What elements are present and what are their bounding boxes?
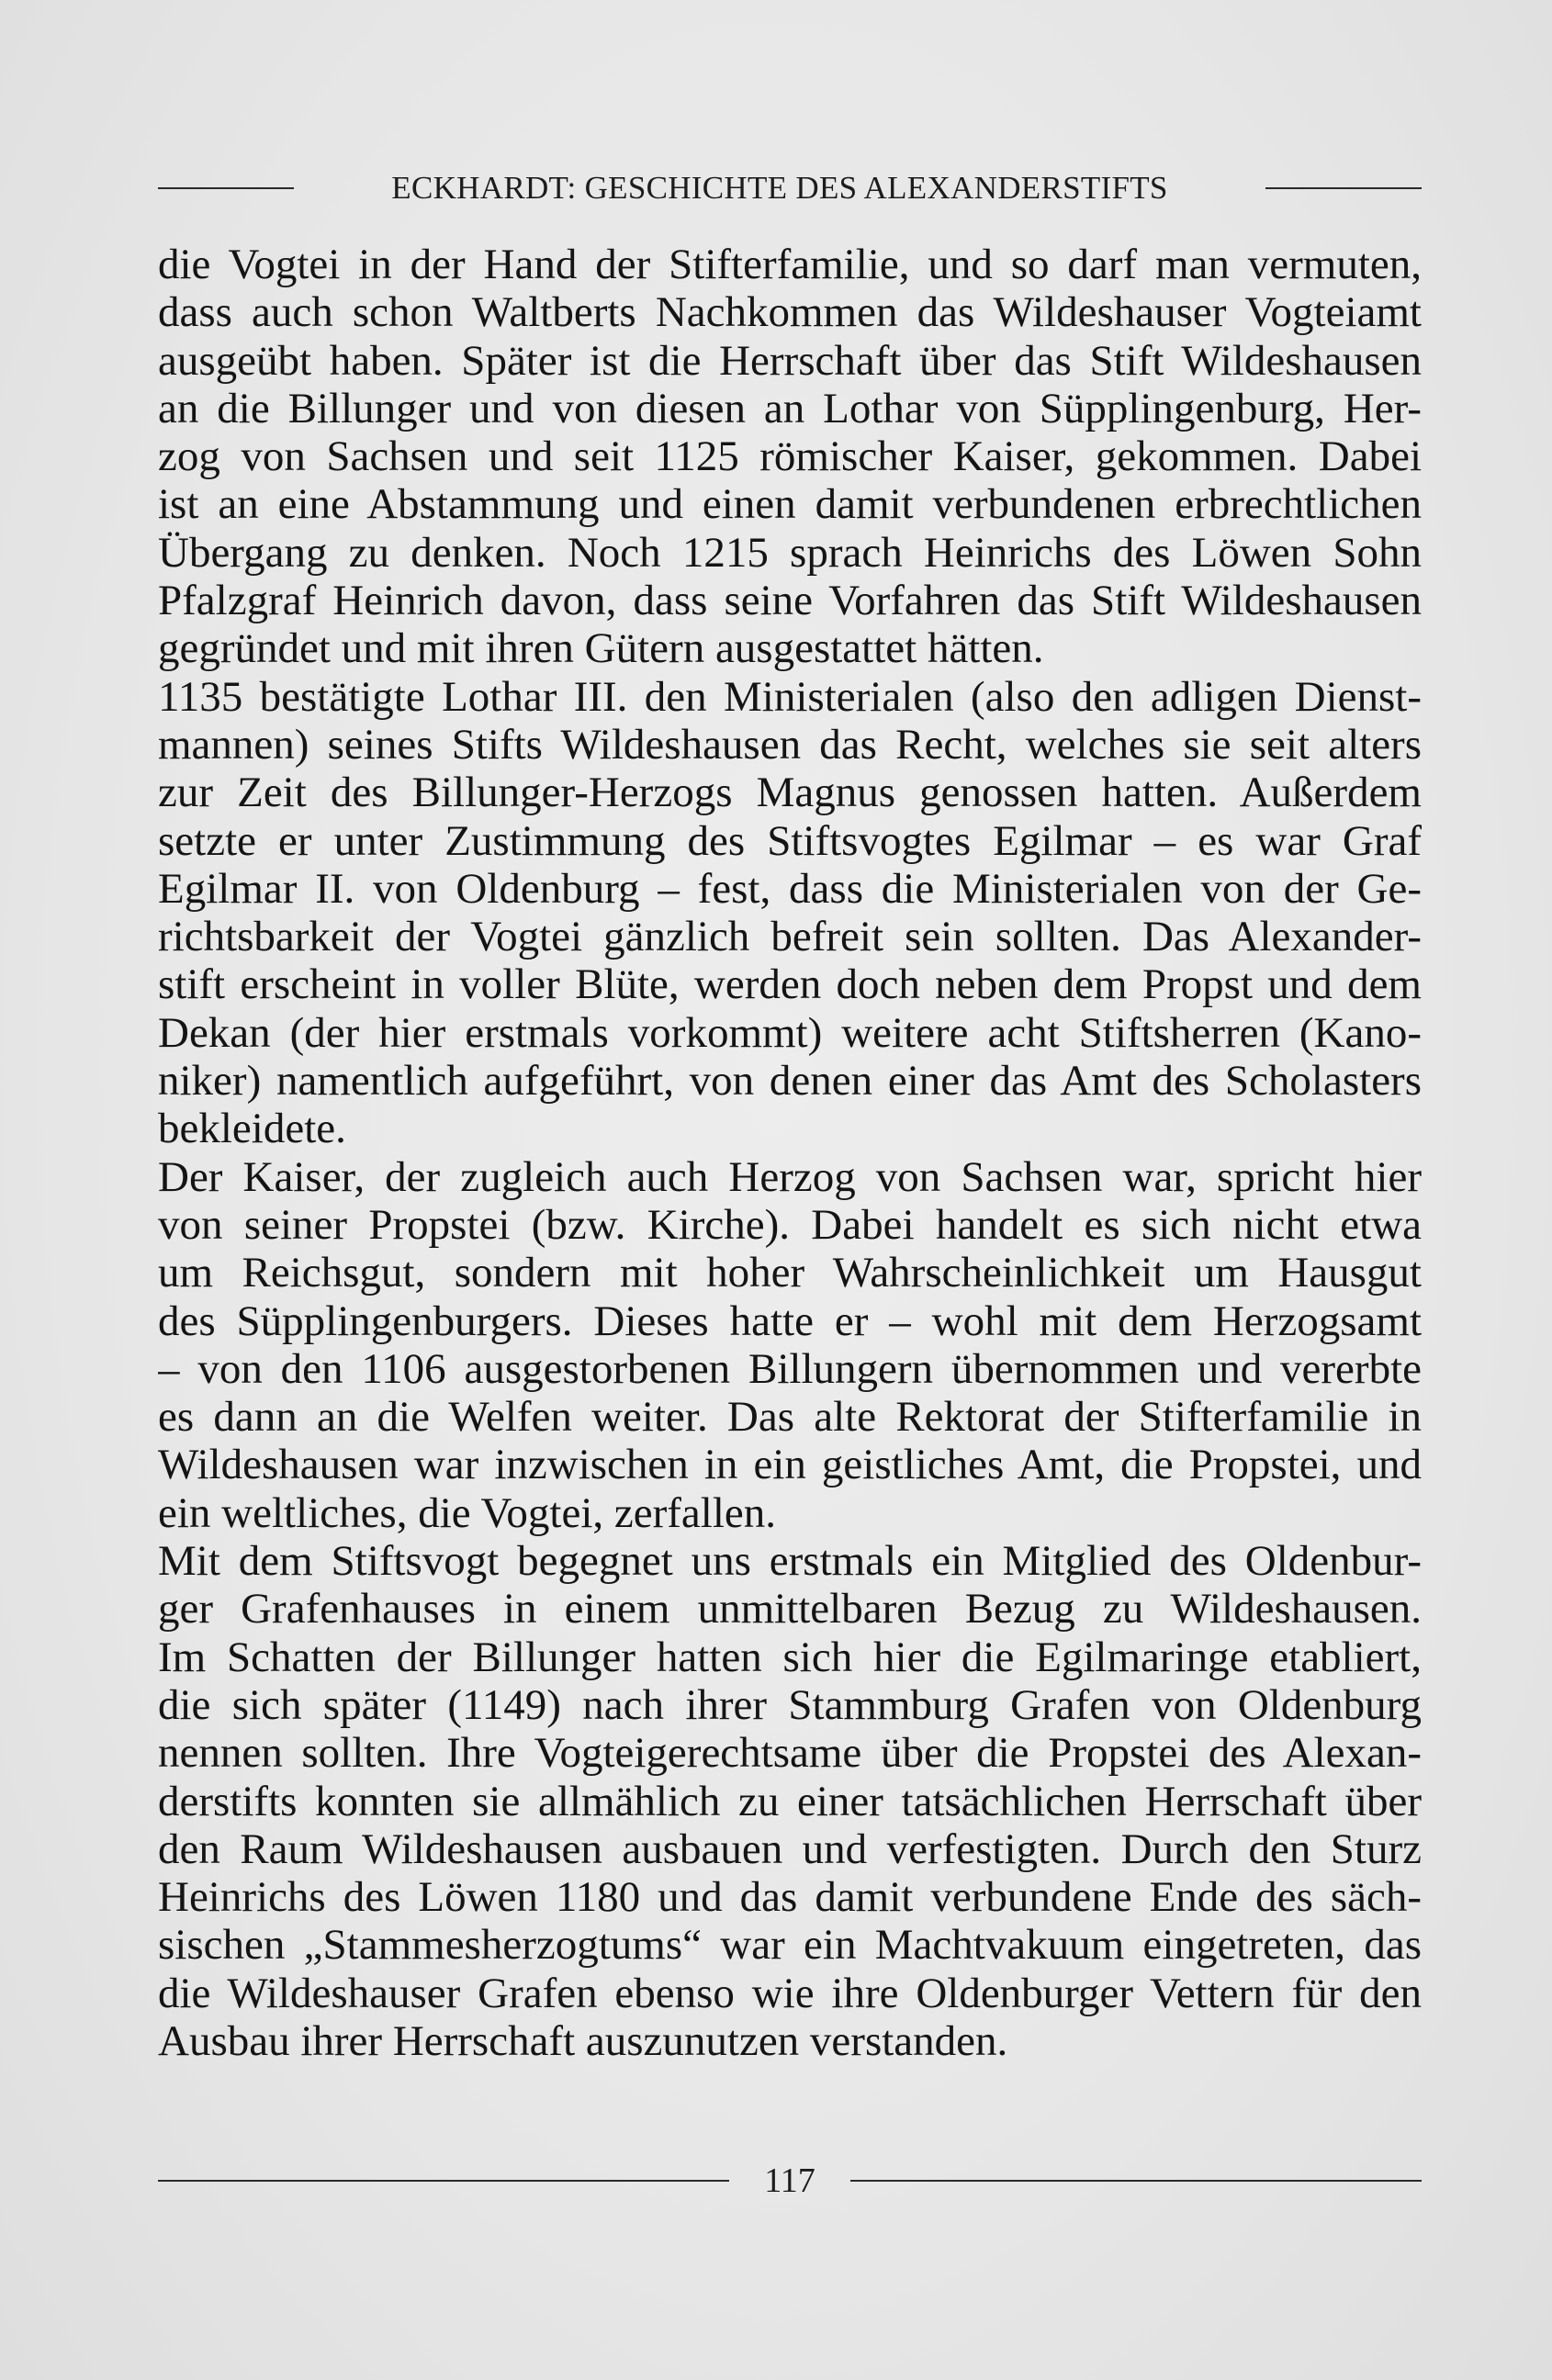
text-line: an die Billunger und von diesen an Lothar von Süpplingenburg, Her-	[158, 384, 1422, 432]
text-line: Übergang zu denken. Noch 1215 sprach Heinrichs des Löwen Sohn	[158, 528, 1422, 577]
text-line: Der Kaiser, der zugleich auch Herzog von Sachsen war, spricht hier	[158, 1152, 1422, 1201]
header-rule-right	[1265, 187, 1422, 189]
text-line: 1135 bestätigte Lothar III. den Ministerialen (also den adligen Dienst-	[158, 672, 1422, 721]
running-head	[158, 165, 1422, 211]
text-line: zur Zeit des Billunger-Herzogs Magnus genossen hatten. Außerdem	[158, 769, 1422, 817]
text-line: die Vogtei in der Hand der Stifterfamilie, und so darf man vermuten,	[158, 241, 1422, 288]
text-line: Wildeshausen war inzwischen in ein geistliches Amt, die Propstei, und	[158, 1441, 1422, 1489]
text-line: sischen „Stammesherzogtums“ war ein Machtvakuum eingetreten, das	[158, 1921, 1422, 1970]
text-line: niker) namentlich aufgeführt, von denen einer das Amt des Scholasters	[158, 1057, 1422, 1106]
text-line: des Süpplingenburgers. Dieses hatte er – wohl mit dem Herzogsamt	[158, 1297, 1422, 1345]
text-line: ist an eine Abstammung und einen damit verbundenen erbrechtlichen	[158, 480, 1422, 529]
text-line: ausgeübt haben. Später ist die Herrschaft über das Stift Wildeshausen	[158, 336, 1422, 385]
text-line: die Wildeshauser Grafen ebenso wie ihre Oldenburger Vettern für den	[158, 1969, 1422, 2017]
header-rule-left	[158, 187, 294, 189]
text-line: mannen) seines Stifts Wildeshausen das Recht, welches sie seit alters	[158, 720, 1422, 769]
text-line: Dekan (der hier erstmals vorkommt) weitere acht Stiftsherren (Kano-	[158, 1008, 1422, 1057]
page-footer	[158, 2158, 1422, 2204]
text-line: zog von Sachsen und seit 1125 römischer Kaiser, gekommen. Dabei	[158, 432, 1422, 481]
text-line: von seiner Propstei (bzw. Kirche). Dabei handelt es sich nicht etwa	[158, 1200, 1422, 1249]
text-line: Mit dem Stiftsvogt begegnet uns erstmals ein Mitglied des Oldenbur-	[158, 1537, 1422, 1586]
body-text	[158, 241, 1422, 2065]
footer-rule-right	[850, 2180, 1422, 2182]
text-line: setzte er unter Zustimmung des Stiftsvogtes Egilmar – es war Graf	[158, 816, 1422, 865]
text-line: richtsbarkeit der Vogtei gänzlich befreit sein sollten. Das Alexander-	[158, 913, 1422, 961]
text-line: um Reichsgut, sondern mit hoher Wahrscheinlichkeit um Hausgut	[158, 1249, 1422, 1297]
text-line: ein weltliches, die Vogtei, zerfallen.	[158, 1488, 777, 1537]
text-line: derstifts konnten sie allmählich zu einer tatsächlichen Herrschaft über	[158, 1777, 1422, 1825]
running-title: ECKHARDT: GESCHICHTE DES ALEXANDERSTIFTS	[391, 170, 1168, 206]
text-line: es dann an die Welfen weiter. Das alte Rektorat der Stifterfamilie in	[158, 1393, 1422, 1442]
text-line: dass auch schon Waltberts Nachkommen das Wildeshauser Vogteiamt	[158, 288, 1422, 337]
text-line: – von den 1106 ausgestorbenen Billungern übernommen und vererbte	[158, 1344, 1422, 1393]
text-line: den Raum Wildeshausen ausbauen und verfestigten. Durch den Sturz	[158, 1824, 1422, 1873]
page-number: 117	[764, 2161, 815, 2200]
text-line: Ausbau ihrer Herrschaft auszunutzen verstanden.	[158, 2016, 1008, 2065]
text-line: Egilmar II. von Oldenburg – fest, dass die Ministerialen von der Ge-	[158, 864, 1422, 913]
text-line: Heinrichs des Löwen 1180 und das damit verbundene Ende des säch-	[158, 1873, 1422, 1922]
text-line: Im Schatten der Billunger hatten sich hier die Egilmaringe etabliert,	[158, 1633, 1422, 1681]
text-line: ger Grafenhauses in einem unmittelbaren Bezug zu Wildeshausen.	[158, 1585, 1422, 1633]
text-line: bekleidete.	[158, 1105, 346, 1153]
text-line: Pfalzgraf Heinrich davon, dass seine Vorfahren das Stift Wildeshausen	[158, 577, 1422, 625]
footer-rule-left	[158, 2180, 729, 2182]
text-line: stift erscheint in voller Blüte, werden doch neben dem Propst und dem	[158, 960, 1422, 1009]
text-line: nennen sollten. Ihre Vogteigerechtsame über die Propstei des Alexan-	[158, 1729, 1422, 1778]
text-line: gegründet und mit ihren Gütern ausgestattet hätten.	[158, 624, 1044, 673]
text-line: die sich später (1149) nach ihrer Stammburg Grafen von Oldenburg	[158, 1680, 1422, 1729]
